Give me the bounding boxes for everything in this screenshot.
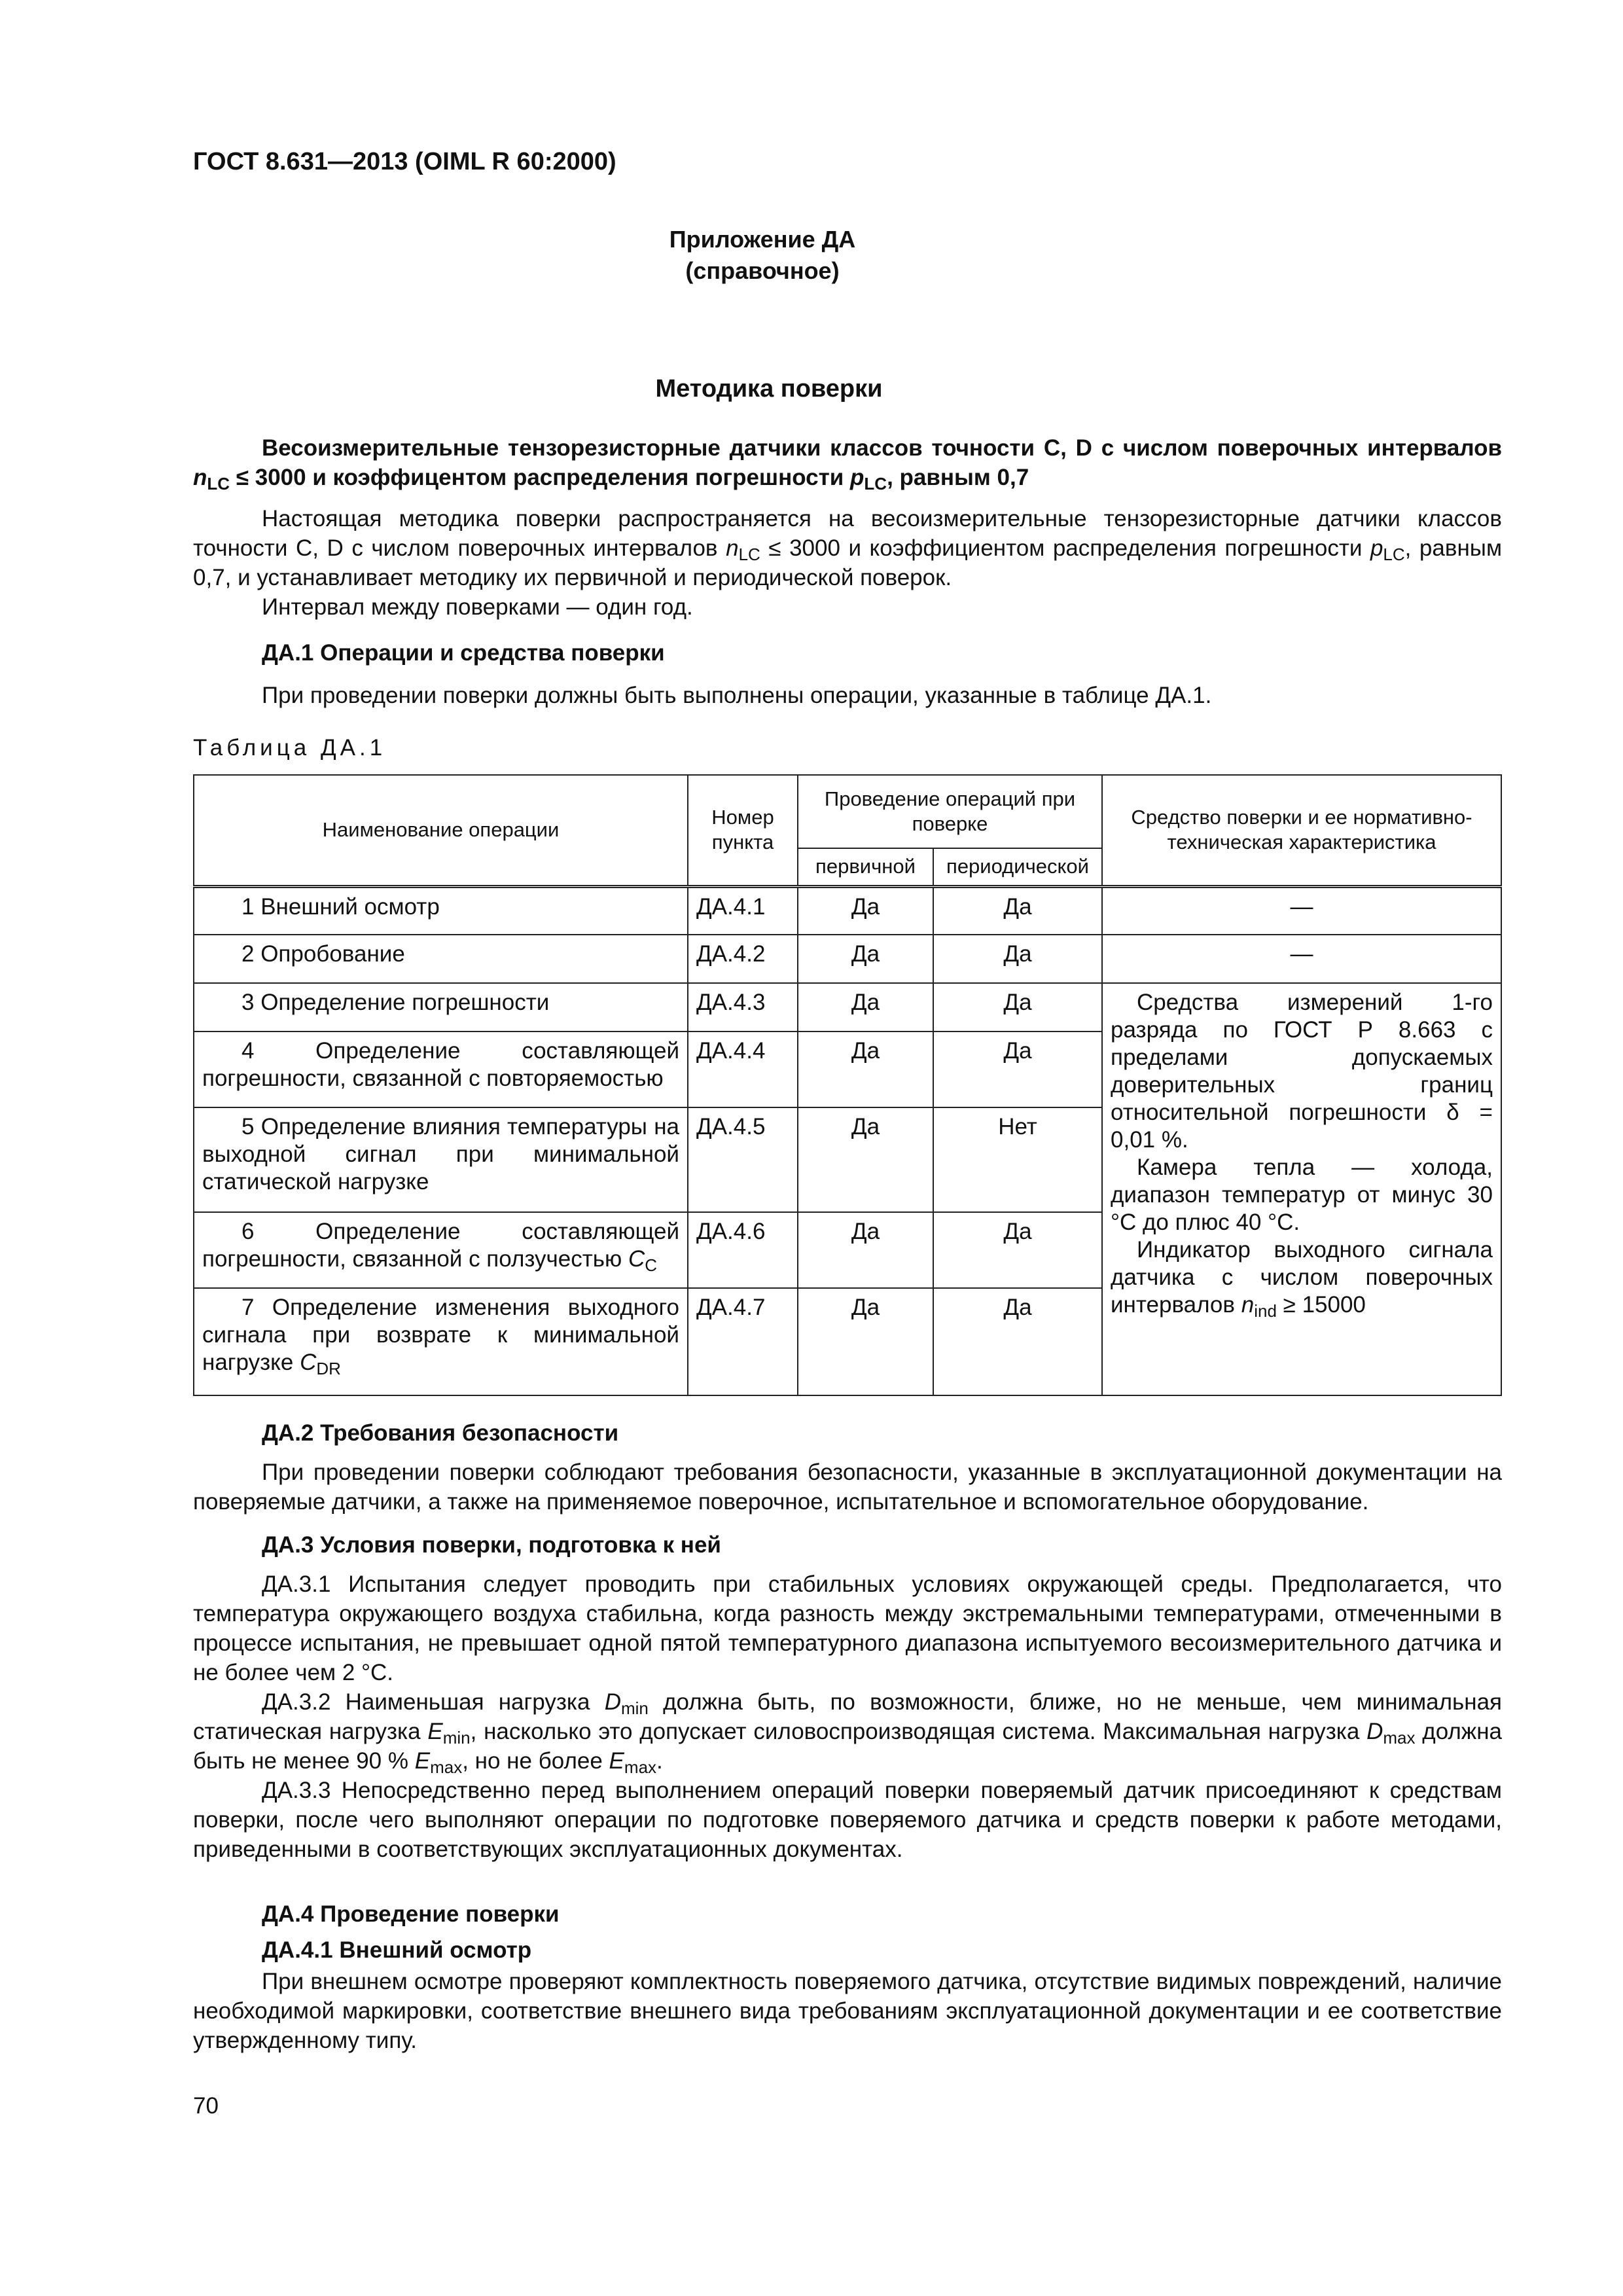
method-title: Методика поверки (655, 375, 883, 403)
table-row: 2 Опробование ДА.4.2 Да Да — (194, 935, 1501, 983)
standard-header: ГОСТ 8.631—2013 (OIML R 60:2000) (193, 148, 616, 175)
section-2-title: ДА.2 Требования безопасности (262, 1420, 619, 1446)
section-4-1-title: ДА.4.1 Внешний осмотр (262, 1937, 532, 1963)
table-row: 3 Определение погрешности ДА.4.3 Да Да Средства измерений 1-го разряда по ГОСТ Р 8.663 с пределами допускаемых доверительных границ относительной погрешности δ = 0,01 %. Камера тепла — холода, диапазон температур от минус 30 °С до плюс 40 °С. Индикатор выходного сигнала датчика с числом поверочных интервалов $n_{ind} \ge 15000$ (194, 983, 1501, 1031)
header-periodic: периодической (933, 848, 1102, 886)
clause-3-3: ДА.3.3 Непосредственно перед выполнением операций поверки поверяемый датчик присоединяют к средствам поверки, после чего выполняют операции по подготовке поверяемого датчика и средств поверки к работе методами, приведенными в соответствующих эксплуатационных документах. (193, 1778, 1502, 1862)
appendix-subtitle: (справочное) (685, 257, 840, 284)
section-1-text: При проведении поверки должны быть выполнены операции, указанные в таблице ДА.1. (262, 683, 1212, 708)
clause-3-1: ДА.3.1 Испытания следует проводить при стабильных условиях окружающей среды. Предполагается, что температура окружающего воздуха стабильна, когда разность между экстремальными температурами, отмеченными в процессе испытания, не превышает одной пятой температурного диапазона испытуемого весоизмерительного датчика и не более чем 2 °С. (193, 1571, 1502, 1685)
intro-paragraph: Настоящая методика поверки распространяется на весоизмерительные тензорезисторные датчики классов точности C, D с числом поверочных интервалов $n_{LC} \le 3000$ и коэффициентом распределения погрешности $p_{LC}$, равным 0,7, и устанавливает методику их первичной и периодической поверок. Интервал между поверками — один год. (193, 504, 1502, 622)
header-means: Средство поверки и ее нормативно-техническая характеристика (1102, 775, 1501, 886)
section-3 (193, 1530, 1502, 1864)
section-3-title: ДА.3 Условия поверки, подготовка к ней (262, 1532, 721, 1558)
table-row: 7 Определение изменения выходного сигнала при возврате к минимальной нагрузке $C_{DR}$ ДА.4.7 Да Да (194, 1288, 1501, 1395)
section-4 (193, 1899, 1502, 2055)
appendix-heading (193, 224, 1502, 287)
means-merged-cell: Средства измерений 1-го разряда по ГОСТ Р 8.663 с пределами допускаемых доверительных границ относительной погрешности δ = 0,01 %. Камера тепла — холода, диапазон температур от минус 30 °С до плюс 40 °С. Индикатор выходного сигнала датчика с числом поверочных интервалов $n_{ind} \ge 15000$ (1102, 983, 1501, 1395)
header-primary: первичной (798, 848, 933, 886)
appendix-title: Приложение ДА (669, 226, 856, 253)
header-item-number: Номер пункта (688, 775, 798, 886)
section-1 (193, 638, 1502, 710)
section-1-title: ДА.1 Операции и средства поверки (262, 640, 665, 666)
section-4-1-text: При внешнем осмотре проверяют комплектность поверяемого датчика, отсутствие видимых повреждений, наличие необходимой маркировки, соответствие внешнего вида требованиям эксплуатационной документации и ее соответствие утвержденному типу. (193, 1969, 1502, 2053)
section-2-text: При проведении поверки соблюдают требования безопасности, указанные в эксплуатационной документации на поверяемые датчики, а также на применяемое поверочное, испытательное и вспомогательное оборудование. (193, 1460, 1502, 1515)
table-row: 1 Внешний осмотр ДА.4.1 Да Да — (194, 886, 1501, 935)
interval-text: Интервал между поверками — один год. (262, 594, 693, 620)
page-number: 70 (193, 2093, 219, 2119)
table-row: 6 Определение составляющей погрешности, связанной с ползучестью $C_C$ ДА.4.6 Да Да (194, 1212, 1501, 1288)
clause-3-2: ДА.3.2 Наименьшая нагрузка $D_{min}$ должна быть, по возможности, ближе, но не меньше, чем минимальная статическая нагрузка $E_{min}$, насколько это допускает силовоспроизводящая система. Максимальная нагрузка $D_{max}$ должна быть не менее 90 % $E_{max}$, но не более $E_{max}$. (193, 1689, 1503, 1777)
section-2 (193, 1418, 1502, 1516)
section-4-title: ДА.4 Проведение поверки (262, 1901, 560, 1927)
table-row: 4 Определение составляющей погрешности, связанной с повторяемостью ДА.4.4 Да Да (194, 1031, 1501, 1107)
operations-table (193, 774, 1502, 1396)
table-row: 5 Определение влияния температуры на выходной сигнал при минимальной статической нагрузке ДА.4.5 Да Нет (194, 1107, 1501, 1212)
header-operation-name: Наименование операции (194, 775, 688, 886)
header-performed: Проведение операций при поверке (798, 775, 1102, 848)
scope-heading: Весоизмерительные тензорезисторные датчики классов точности C, D с числом поверочных интервалов $n_{LC} \le 3000$ и коэффицентом распределения погрешности $p_{LC}$, равным 0,7 (193, 435, 1502, 493)
table-caption: Таблица ДА.1 (193, 735, 387, 761)
